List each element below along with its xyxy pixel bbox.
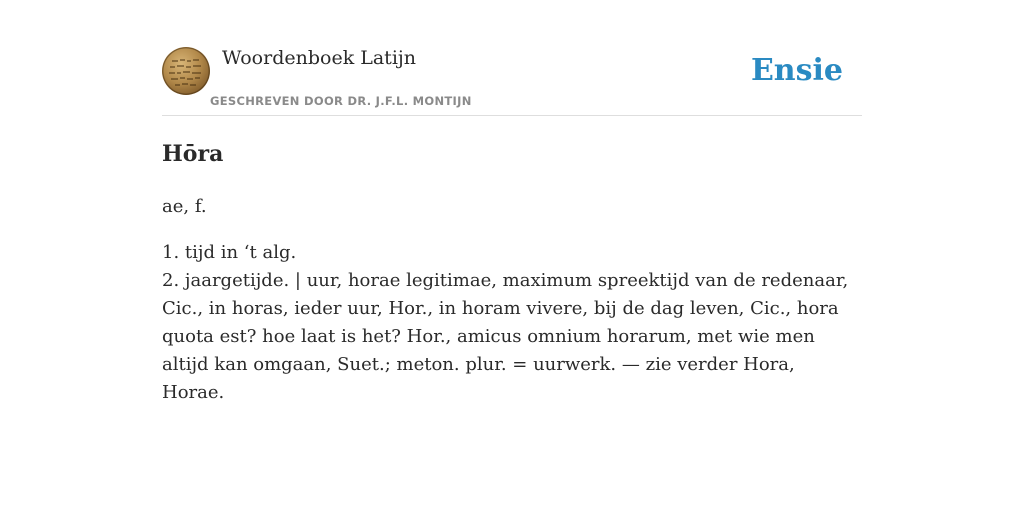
dictionary-entry bbox=[162, 136, 862, 403]
grammar-info: ae, f. bbox=[162, 196, 207, 217]
dictionary-title[interactable]: Woordenboek Latijn bbox=[222, 47, 417, 69]
headword bbox=[162, 136, 862, 172]
headword-stressed-vowel: ō bbox=[182, 141, 198, 167]
definition-item: 2. jaargetijde. | uur, horae legitimae, maximum spreektijd van de redenaar, Cic., in horas, ieder uur, Hor., in horam vivere, bij de dag leven, Cic., hora quota est? hoe laat is het? Hor., amicus omnium horarum, met wie men altijd kan omgaan, Suet.; meton. plur. = uurwerk. — zie verder Hora, Horae. bbox=[162, 270, 849, 403]
author-line: GESCHREVEN DOOR DR. J.F.L. MONTIJN bbox=[210, 94, 472, 108]
coin-inscription-icon[interactable] bbox=[162, 47, 210, 95]
headword-prefix: H bbox=[162, 141, 183, 167]
definition-item: 1. tijd in ‘t alg. bbox=[162, 242, 297, 263]
definitions bbox=[162, 239, 862, 407]
headword-suffix: ra bbox=[197, 141, 224, 167]
dictionary-header bbox=[162, 45, 862, 116]
ensie-logo-link[interactable]: Ensie bbox=[750, 53, 843, 88]
